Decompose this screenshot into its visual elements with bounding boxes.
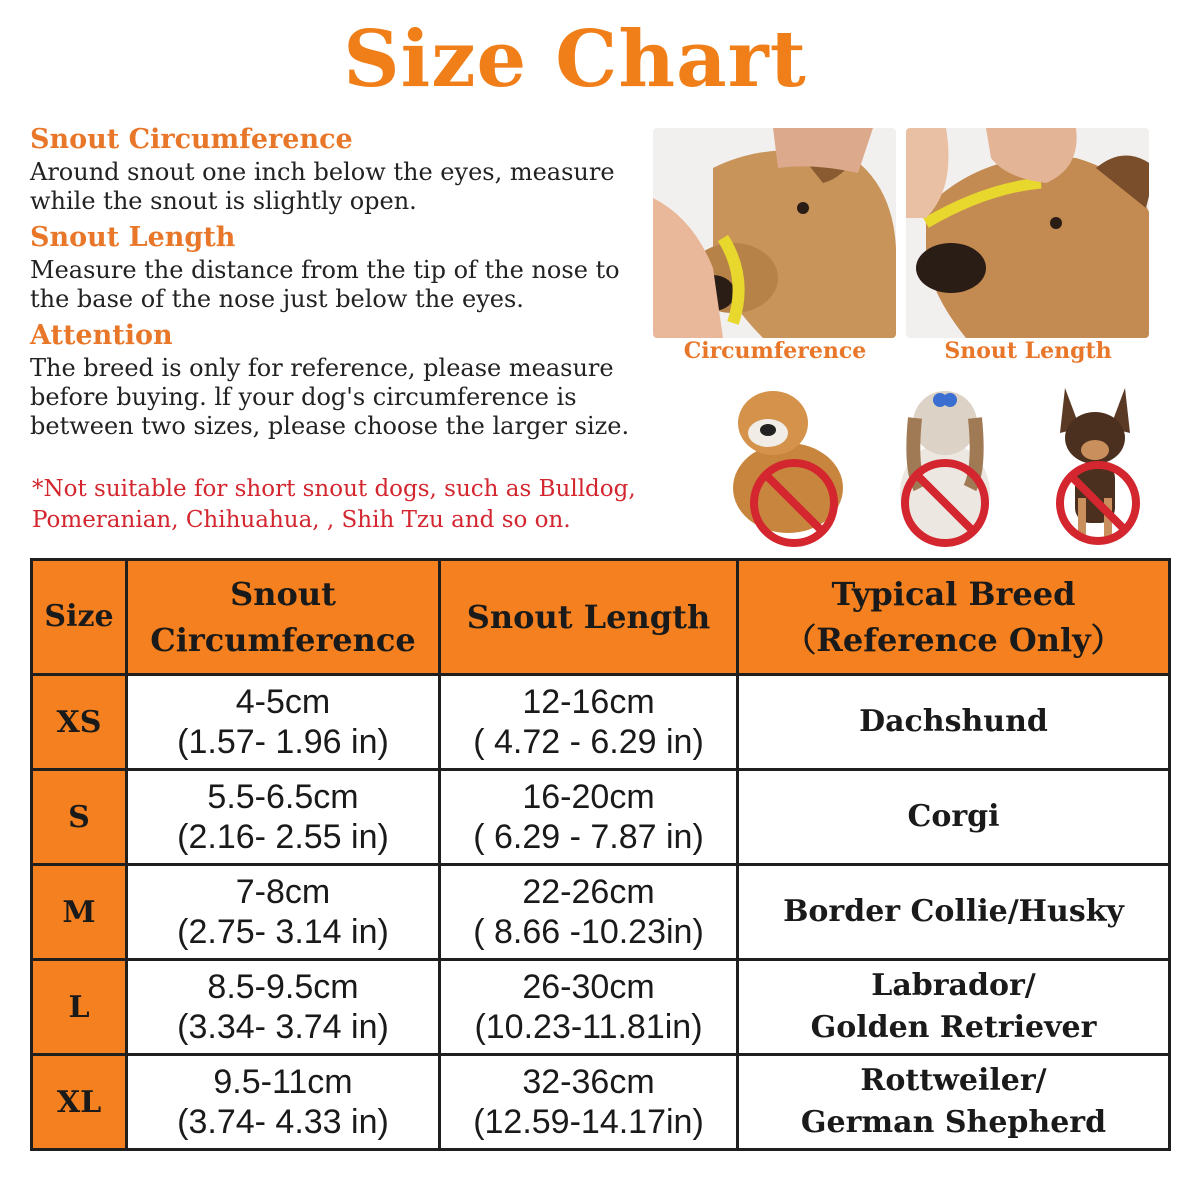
length-cell: 12-16cm ( 4.72 - 6.29 in) [440, 675, 738, 770]
header-circumference-line-1: Snout [230, 575, 336, 613]
header-length: Snout Length [440, 560, 738, 675]
attention-line-1: The breed is only for reference, please measure [30, 354, 614, 382]
header-breed-line-1: Typical Breed [831, 575, 1076, 613]
table-row [32, 1055, 1170, 1150]
size-cell: S [32, 770, 127, 865]
header-breed-line-2: （Reference Only） [784, 621, 1123, 659]
breed-cell: Labrador/ Golden Retriever [738, 960, 1170, 1055]
header-row [32, 560, 1170, 675]
breed-cell: Border Collie/Husky [738, 865, 1170, 960]
length-cell: 32-36cm (12.59-14.17in) [440, 1055, 738, 1150]
measurement-instructions [30, 122, 670, 445]
length-cell: 26-30cm (10.23-11.81in) [440, 960, 738, 1055]
length-cell: 16-20cm ( 6.29 - 7.87 in) [440, 770, 738, 865]
circumference-line-2: while the snout is slightly open. [30, 187, 417, 215]
length-line-1: Measure the distance from the tip of the nose to [30, 256, 620, 284]
header-circumference-line-2: Circumference [150, 621, 416, 659]
chihuahua-not-suitable [1030, 378, 1170, 548]
bulldog-not-suitable [718, 378, 858, 548]
circumference-cell: 9.5-11cm (3.74- 4.33 in) [127, 1055, 440, 1150]
length-text [30, 256, 670, 314]
size-cell: M [32, 865, 127, 960]
circumference-photo [653, 128, 896, 338]
warning-line-1: *Not suitable for short snout dogs, such as Bulldog, [32, 476, 636, 502]
circumference-text [30, 158, 670, 216]
length-cell: 22-26cm ( 8.66 -10.23in) [440, 865, 738, 960]
snout-length-caption: Snout Length [944, 338, 1112, 364]
table-row [32, 770, 1170, 865]
size-cell: L [32, 960, 127, 1055]
attention-text [30, 354, 670, 441]
page-title: Size Chart [343, 14, 807, 105]
size-cell: XS [32, 675, 127, 770]
attention-line-3: between two sizes, please choose the larger size. [30, 412, 630, 440]
size-cell: XL [32, 1055, 127, 1150]
circumference-cell: 5.5-6.5cm (2.16- 2.55 in) [127, 770, 440, 865]
warning-note [32, 474, 692, 536]
table-row [32, 865, 1170, 960]
length-heading: Snout Length [30, 222, 236, 253]
table-row [32, 960, 1170, 1055]
header-circumference [127, 560, 440, 675]
circumference-caption: Circumference [683, 338, 867, 364]
circumference-heading: Snout Circumference [30, 124, 353, 155]
header-size: Size [32, 560, 127, 675]
snout-length-photo [906, 128, 1149, 338]
attention-heading: Attention [30, 320, 173, 351]
table-row [32, 675, 1170, 770]
header-breed [738, 560, 1170, 675]
warning-line-2: Pomeranian, Chihuahua, , Shih Tzu and so on. [32, 507, 571, 533]
breed-cell: Rottweiler/ German Shepherd [738, 1055, 1170, 1150]
breed-cell: Corgi [738, 770, 1170, 865]
circumference-cell: 7-8cm (2.75- 3.14 in) [127, 865, 440, 960]
circumference-cell: 8.5-9.5cm (3.34- 3.74 in) [127, 960, 440, 1055]
attention-line-2: before buying. lf your dog's circumference is [30, 383, 577, 411]
breed-cell: Dachshund [738, 675, 1170, 770]
size-table [30, 558, 1171, 1151]
circumference-line-1: Around snout one inch below the eyes, measure [30, 158, 615, 186]
circumference-cell: 4-5cm (1.57- 1.96 in) [127, 675, 440, 770]
length-line-2: the base of the nose just below the eyes. [30, 285, 524, 313]
shih-tzu-not-suitable [880, 378, 1020, 548]
